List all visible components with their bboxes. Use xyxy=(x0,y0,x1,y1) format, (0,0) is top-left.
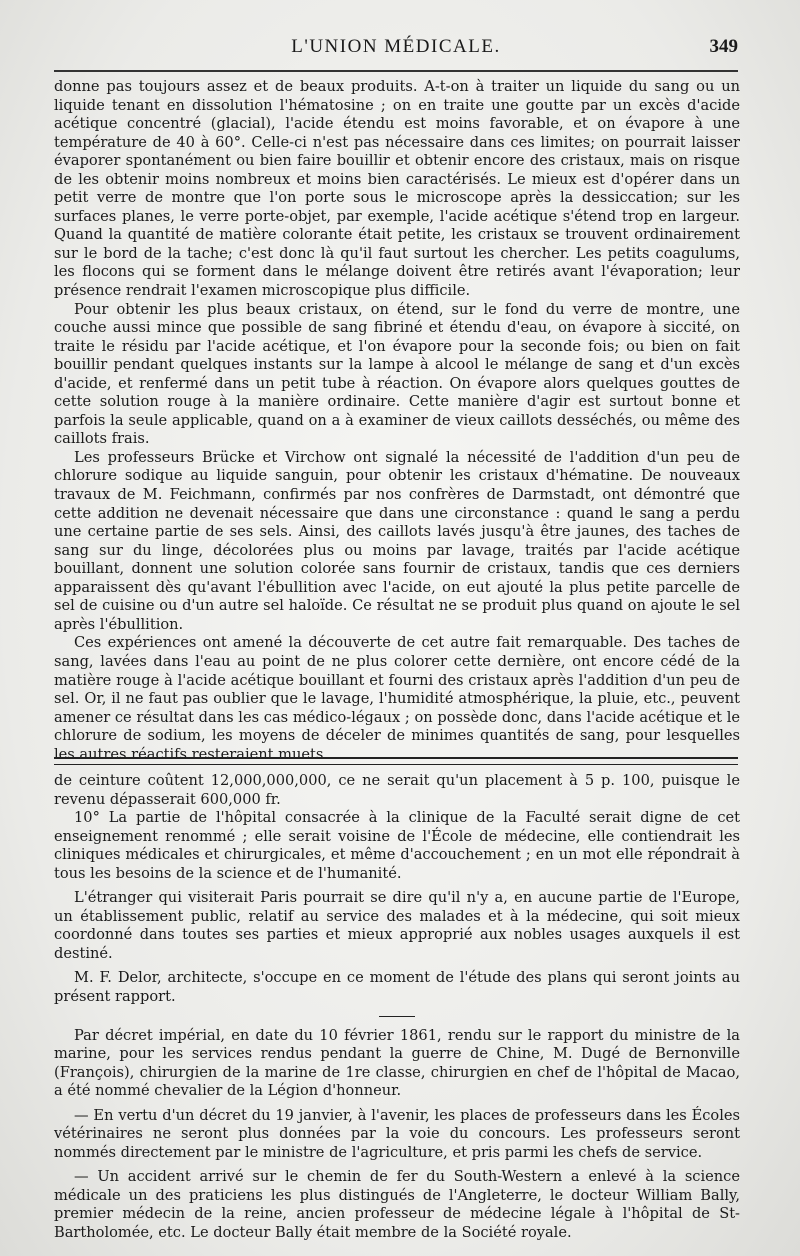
journal-title: L'UNION MÉDICALE. xyxy=(291,36,501,57)
section-divider xyxy=(54,757,738,765)
paragraph: de ceinture coûtent 12,000,000,000, ce ne serait qu'un placement à 5 p. 100, puisque le revenu dépasserait 600,000 fr. xyxy=(54,772,740,808)
header-rule xyxy=(54,70,738,72)
page-number: 349 xyxy=(709,36,738,57)
news-item: — En vertu d'un décret du 19 janvier, à l'avenir, les places de professeurs dans les Écoles vétérinaires ne seront plus données par la voie du concours. Les professeurs seront nommés directement par le ministre de l'agriculture, et pris parmi les chefs de service. xyxy=(54,1106,740,1161)
paragraph: 10° La partie de l'hôpital consacrée à la clinique de la Faculté serait digne de cet enseignement renommé ; elle serait voisine de l'École de médecine, elle contiendrait les cliniques médicales et chirurgicales, et même d'accouchement ; en un mot elle répondrait à tous les besoins de la science et de l'humanité. xyxy=(54,809,740,882)
running-header xyxy=(54,36,738,64)
article-continuation xyxy=(54,78,740,764)
paragraph: Ces expériences ont amené la découverte de cet autre fait remarquable. Des taches de sang, lavées dans l'eau au point de ne plus colorer cette dernière, ont encore cédé de la matière rouge à l'acide acétique bouillant et fourni des cristaux après l'addition d'un peu de sel. Or, il ne faut pas oublier que le lavage, l'humidité atmosphérique, la pluie, etc., peuvent amener ce résultat dans les cas médico-légaux ; on possède donc, dans l'acide acétique et le chlorure de sodium, les moyens de déceler de minimes quantités de sang, pour lesquelles les autres réactifs resteraient muets. xyxy=(54,634,740,763)
paragraph: Les professeurs Brücke et Virchow ont signalé la nécessité de l'addition d'un peu de chlorure sodique au liquide sanguin, pour obtenir les cristaux d'hématine. De nouveaux travaux de M. Feichmann, confirmés par nos confrères de Darmstadt, ont démontré que cette addition ne devenait nécessaire que dans une circonstance : quand le sang a perdu une certaine partie de ses sels. Ainsi, des caillots lavés jusqu'à être jaunes, des taches de sang sur du linge, décolorées plus ou moins par lavage, traités par l'acide acétique bouillant, donnent une solution colorée sans fournir de cristaux, tandis que ces derniers apparaissent dès qu'avant l'ébullition avec l'acide, on eut ajouté la plus petite parcelle de sel de cuisine ou d'un autre sel haloïde. Ce résultat ne se produit plus quand on ajoute le sel après l'ébullition. xyxy=(54,448,740,633)
feuilleton-section xyxy=(54,772,740,1243)
news-item: — Un accident arrivé sur le chemin de fer du South-Western a enlevé à la science médicale un des praticiens les plus distingués de l'Angleterre, le docteur William Bally, premier médecin de la reine, ancien professeur de médecine légale à l'hôpital de St-Bartholomée, etc. Le docteur Bally était membre de la Société royale. xyxy=(54,1168,740,1242)
paragraph: L'étranger qui visiterait Paris pourrait se dire qu'il n'y a, en aucune partie de l'Europe, un établissement public, relatif au service des malades et à la médecine, qui soit mieux coordonné dans toutes ses parties et mieux approprié aux nobles usages auxquels il est destiné. xyxy=(54,889,740,962)
paragraph: M. F. Delor, architecte, s'occupe en ce moment de l'étude des plans qui seront joints au présent rapport. xyxy=(54,969,740,1006)
news-item: Par décret impérial, en date du 10 février 1861, rendu sur le rapport du ministre de la marine, pour les services rendus pendant la guerre de Chine, M. Dugé de Bernonville (François), chirurgien de la marine de 1re classe, chirurgien en chef de l'hôpital de Macao, a été nommé chevalier de la Légion d'honneur. xyxy=(54,1026,740,1100)
paragraph: donne pas toujours assez et de beaux produits. A-t-on à traiter un liquide du sang ou un liquide tenant en dissolution l'hématosine ; on en traite une goutte par un excès d'acide acétique concentré (glacial), l'acide étendu est moins favorable, et on évapore à une température de 40 à 60°. Celle-ci n'est pas nécessaire dans ces limites; on pourrait laisser évaporer spontanément ou bien faire bouillir et obtenir encore des cristaux, mais on risque de les obtenir moins nombreux et moins bien caractérisés. Le mieux est d'opérer dans un petit verre de montre que l'on porte sous le microscope après la dessiccation; sur les surfaces planes, le verre porte-objet, par exemple, l'acide acétique s'étend trop en largeur. Quand la quantité de matière colorante était petite, les cristaux se trouvent ordinairement sur le bord de la tache; c'est donc là qu'il faut surtout les chercher. Les petits coagulums, les flocons qui se forment dans le mélange doivent être retirés avant l'évaporation; leur présence rendrait l'examen microscopique plus difficile. xyxy=(54,78,740,300)
paragraph: Pour obtenir les plus beaux cristaux, on étend, sur le fond du verre de montre, une couche aussi mince que possible de sang fibriné et étendu d'eau, on évapore à siccité, on traite le résidu par l'acide acétique, et l'on évapore pour la seconde fois; ou bien on fait bouillir pendant quelques instants sur la lampe à alcool le mélange de sang et d'un excès d'acide, et renfermé dans un petit tube à réaction. On évapore alors quelques gouttes de cette solution rouge à la manière ordinaire. Cette manière d'agir est surtout bonne et parfois la seule applicable, quand on a à examiner de vieux caillots desséchés, ou même des caillots frais. xyxy=(54,300,740,448)
short-divider xyxy=(379,1016,415,1017)
